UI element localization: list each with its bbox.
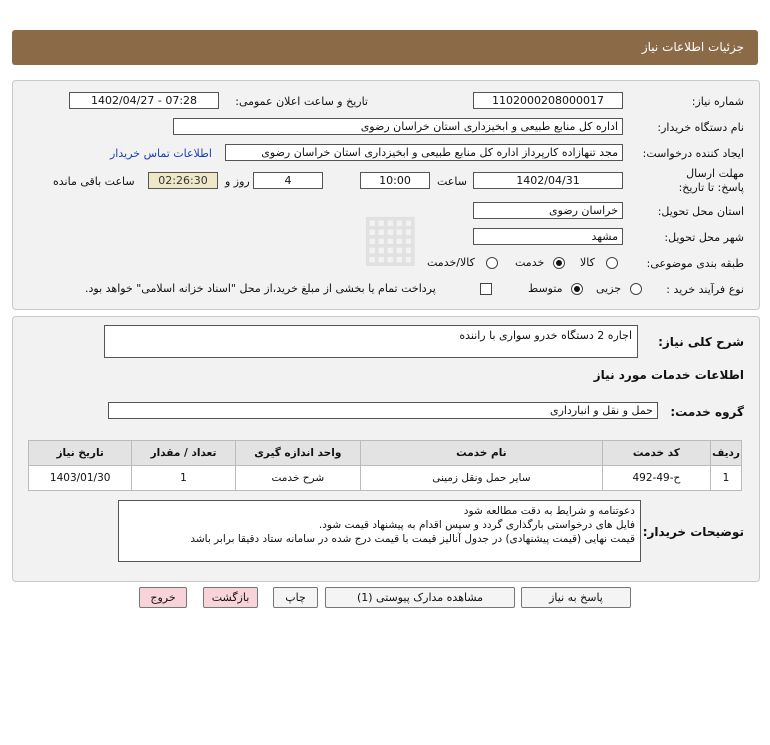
treasury-checkbox[interactable] (480, 283, 492, 295)
col-date-header: تاریخ نیاز (29, 441, 132, 466)
category-service-radio[interactable] (553, 257, 565, 269)
back-button[interactable]: بازگشت (203, 587, 258, 608)
category-goods-radio[interactable] (606, 257, 618, 269)
col-row-header: ردیف (711, 441, 742, 466)
category-goods-label: کالا (580, 256, 595, 269)
col-unit-header: واحد اندازه گیری (235, 441, 360, 466)
requester-field: مجد تنهازاده کارپرداز اداره کل منابع طبیعی و ابخیزداری استان خراسان رضوی (225, 144, 623, 161)
category-goods-service-radio[interactable] (486, 257, 498, 269)
category-goods-service-label: کالا/خدمت (427, 256, 475, 269)
cell-qty: 1 (132, 466, 235, 491)
process-small-label: جزیی (596, 282, 622, 295)
print-button[interactable]: چاپ (273, 587, 318, 608)
requester-label: ایجاد کننده درخواست: (642, 147, 744, 160)
process-medium-label: متوسط (528, 282, 563, 295)
exit-button[interactable]: خروج (139, 587, 187, 608)
remaining-time-field: 02:26:30 (148, 172, 218, 189)
service-group-label: گروه خدمت: (670, 405, 744, 419)
city-label: شهر محل تحویل: (664, 231, 744, 244)
buyer-notes-label: توضیحات خریدار: (642, 525, 744, 539)
need-number-label: شماره نیاز: (691, 95, 744, 108)
summary-text: اجاره 2 دستگاه خدرو سواری با راننده (459, 329, 632, 342)
deadline-time-field: 10:00 (360, 172, 430, 189)
summary-label: شرح کلی نیاز: (658, 335, 744, 349)
cell-date: 1403/01/30 (29, 466, 132, 491)
days-label: روز و (225, 175, 250, 188)
deadline-time-label: ساعت (437, 175, 467, 188)
buyer-notes-box (118, 500, 641, 562)
days-field: 4 (253, 172, 323, 189)
table-header-row (29, 441, 742, 466)
page-header (12, 30, 758, 65)
need-number-field: 1102000208000017 (473, 92, 623, 109)
category-service-label: خدمت (515, 256, 545, 269)
contact-buyer-link[interactable]: اطلاعات تماس خریدار (110, 147, 212, 160)
cell-code: ح-49-492 (602, 466, 710, 491)
service-group-field: حمل و نقل و انبارداری (108, 402, 658, 419)
city-field: مشهد (473, 228, 623, 245)
payment-note: پرداخت تمام یا بخشی از مبلغ خرید،از محل "اسناد خزانه اسلامی" خواهد بود. (85, 282, 436, 295)
process-label: نوع فرآیند خرید : (666, 283, 744, 296)
services-table (28, 440, 742, 491)
buyer-org-field: اداره کل منابع طبیعی و ابخیزداری استان خراسان رضوی (173, 118, 623, 135)
reply-button[interactable]: پاسخ به نیاز (521, 587, 631, 608)
cell-row: 1 (711, 466, 742, 491)
deadline-date-field: 1402/04/31 (473, 172, 623, 189)
need-info-panel (12, 80, 760, 310)
col-qty-header: تعداد / مقدار (132, 441, 235, 466)
buyer-org-label: نام دستگاه خریدار: (657, 121, 744, 134)
cell-unit: شرح خدمت (235, 466, 360, 491)
buyer-note-line: فایل های درخواستی بارگذاری گردد و سپس اقدام به پیشنهاد قیمت شود. (318, 519, 635, 531)
announce-field: 1402/04/27 - 07:28 (69, 92, 219, 109)
page-title: جزئیات اطلاعات نیاز (641, 40, 744, 54)
buyer-note-line: قیمت نهایی (قیمت پیشنهادی) در جدول آنالیز قیمت با قیمت درج شده در سامانه ستاد دقیقا برابر باشد (190, 533, 635, 545)
services-heading: اطلاعات خدمات مورد نیاز (593, 368, 744, 382)
col-name-header: نام خدمت (361, 441, 603, 466)
table-row (29, 466, 742, 491)
col-code-header: کد خدمت (602, 441, 710, 466)
process-small-radio[interactable] (630, 283, 642, 295)
summary-box (104, 325, 638, 358)
province-field: خراسان رضوی (473, 202, 623, 219)
deadline-label: مهلت ارسال پاسخ: تا تاریخ: (678, 167, 744, 194)
announce-label: تاریخ و ساعت اعلان عمومی: (235, 95, 368, 108)
category-label: طبقه بندی موضوعی: (646, 257, 744, 270)
province-label: استان محل تحویل: (657, 205, 744, 218)
buyer-note-line: دعوتنامه و شرایط به دقت مطالعه شود (463, 505, 635, 517)
remaining-label: ساعت باقی مانده (53, 175, 135, 188)
process-medium-radio[interactable] (571, 283, 583, 295)
cell-name: سایر حمل ونقل زمینی (361, 466, 603, 491)
view-attachments-button[interactable]: مشاهده مدارک پیوستی (1) (325, 587, 515, 608)
